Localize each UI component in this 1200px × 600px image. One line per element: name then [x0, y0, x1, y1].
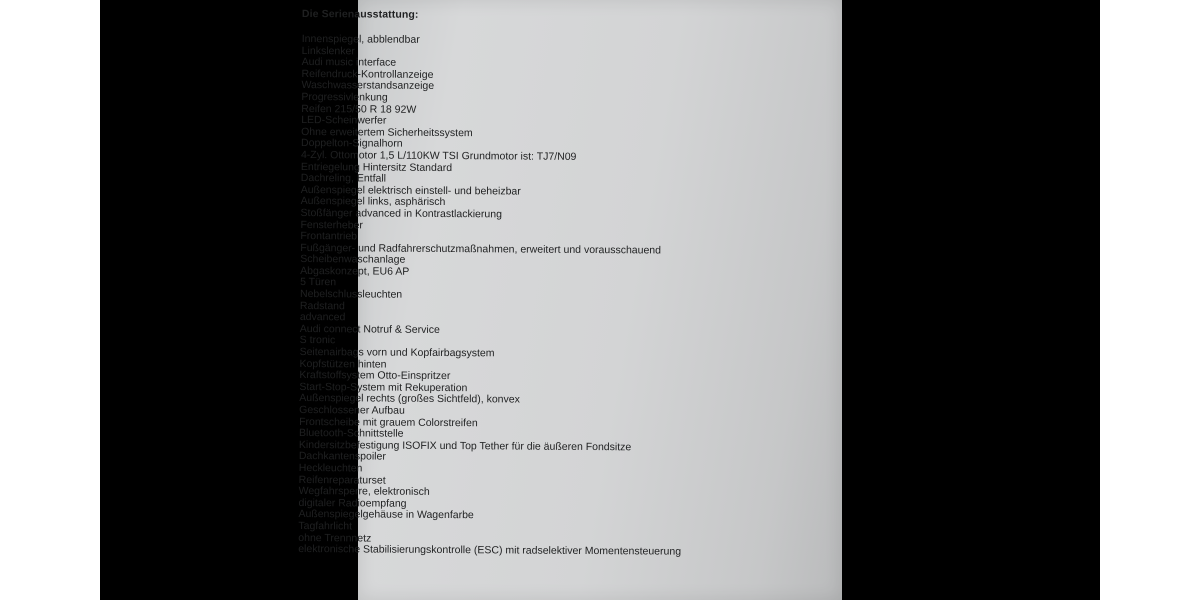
equipment-item: Innenspiegel, abblendbar	[301, 32, 420, 46]
equipment-item: Start-Stop-System mit Rekuperation	[299, 380, 468, 394]
equipment-item: advanced	[299, 311, 346, 324]
equipment-item: Doppelton-Signalhorn	[301, 137, 403, 151]
equipment-item: Außenspiegel rechts (großes Sichtfeld), konvex	[299, 392, 520, 406]
equipment-item: Seitenairbags vorn und Kopfairbagsystem	[299, 346, 495, 360]
equipment-item: Audi connect Notruf & Service	[299, 322, 440, 336]
equipment-item: elektronische Stabilisierungskontrolle (ESC) mit radselektiver Momentensteuerung	[298, 543, 682, 558]
equipment-list	[298, 34, 742, 559]
equipment-item: Dachkantenspoiler	[298, 450, 386, 463]
document-heading: Die Serienausstattung:	[301, 8, 419, 21]
equipment-item: 4-Zyl. Ottomotor 1,5 L/110KW TSI Grundmotor ist: TJ7/N09	[300, 148, 577, 163]
equipment-item: Reifendruck-Kontrollanzeige	[301, 67, 434, 81]
equipment-item: Frontscheibe mit grauem Colorstreifen	[299, 415, 478, 429]
equipment-item: LED-Scheinwerfer	[301, 114, 387, 127]
equipment-item: Entriegelung Hintersitz Standard	[300, 160, 453, 174]
equipment-item: Kraftstoffsystem Otto-Einspritzer	[299, 369, 451, 383]
equipment-item: Scheibenwaschanlage	[300, 253, 406, 267]
equipment-item: Fensterheber	[300, 218, 363, 231]
equipment-item: Nebelschlussleuchten	[299, 288, 403, 301]
equipment-item: Kindersitzbefestigung ISOFIX und Top Tether für die äußeren Fondsitze	[298, 438, 632, 454]
equipment-item: Reifenreparaturset	[298, 473, 386, 487]
equipment-item: Bluetooth-Schnittstelle	[298, 427, 404, 440]
equipment-item: digitaler Radioempfang	[298, 496, 407, 510]
equipment-item: Tagfahrlicht	[298, 519, 353, 533]
equipment-item: Waschwasserstandsanzeige	[301, 79, 435, 93]
equipment-item: Abgaskonzept, EU6 AP	[300, 264, 410, 278]
equipment-item: S tronic	[299, 334, 336, 347]
equipment-item: Kopfstützen hinten	[299, 357, 387, 371]
equipment-item: Progressivlenkung	[301, 90, 388, 104]
equipment-item: Dachreling, Entfall	[300, 172, 387, 185]
equipment-item: Wegfahrsperre, elektronisch	[298, 485, 430, 499]
equipment-item: Geschlossener Aufbau	[299, 403, 405, 417]
equipment-item: Fußgänger- und Radfahrerschutzmaßnahmen, erweitert und vorausschauend	[300, 241, 662, 257]
equipment-item: Reifen 215/50 R 18 92W	[301, 102, 417, 116]
document-text	[298, 8, 742, 559]
equipment-item: Audi music interface	[301, 56, 397, 69]
equipment-item: Ohne erweitertem Sicherheitssystem	[301, 125, 473, 139]
equipment-item: Außenspiegel links, asphärisch	[300, 195, 446, 209]
equipment-item: Radstand	[299, 299, 345, 312]
equipment-item: Heckleuchten	[298, 461, 363, 475]
equipment-item: Außenspiegel elektrisch einstell- und beheizbar	[300, 183, 521, 198]
equipment-item: Stoßfänger advanced in Kontrastlackierung	[300, 206, 502, 221]
equipment-item: Außenspiegelgehäuse in Wagenfarbe	[298, 508, 474, 522]
equipment-item: 5 Türen	[300, 276, 337, 289]
equipment-item: ohne Trennnetz	[298, 531, 372, 545]
equipment-item: Linkslenker	[301, 44, 355, 57]
equipment-item: Frontantrieb	[300, 230, 358, 243]
